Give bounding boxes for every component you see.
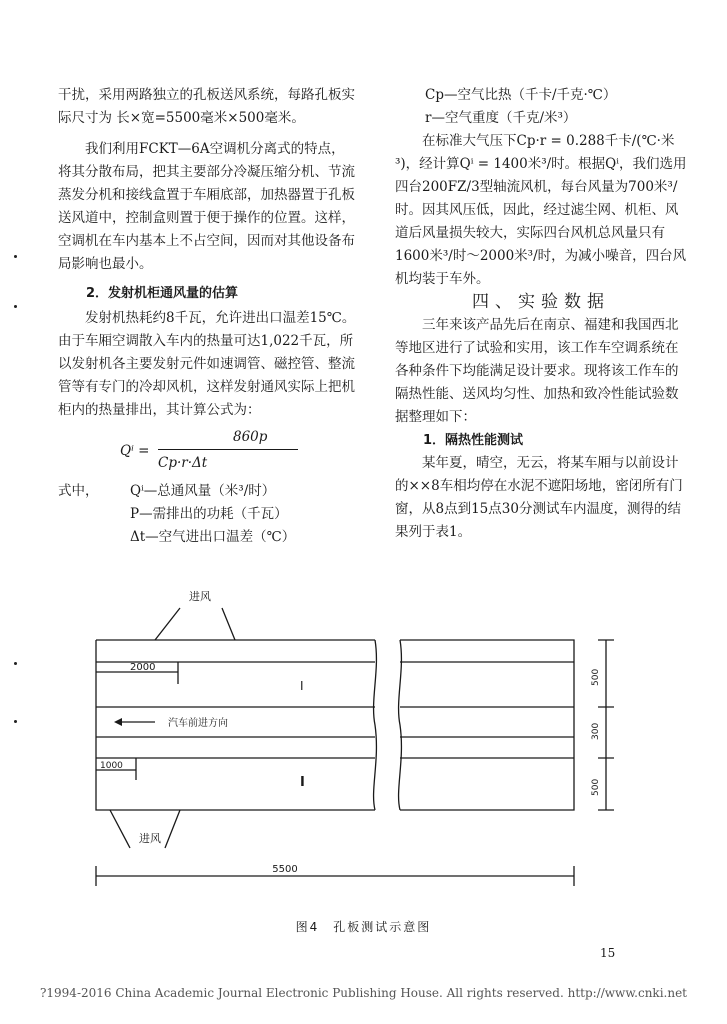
zone-2-label: I (300, 775, 305, 790)
paragraph-fan-selection: 在标准大气压下Cp·r = 0.288千卡/(℃·米³)，经计算Qⁱ = 1400米³/时。根据Qⁱ，我们选用四台200FZ/3型轴流风机，每台风量为700米³/时。因其风压低，因此，经过滤尘网、机柜、风道后风量损失较大，实际四台风机总风量只有1600米³/时～2000米³/时，为减小噪音，四台风机均装于车外。 (395, 133, 687, 287)
paragraph-insulation-test: 某年夏，晴空，无云，将某车厢与以前设计的××8车相均停在水泥不遮阳场地，密闭所有门窗，从8点到15点30分测试车内温度，测得的结果列于表1。 (395, 455, 683, 540)
definition-cp: Cp—空气比热（千卡/千克·℃） (425, 87, 617, 103)
section-title-experimental-data: 四、实验数据 (472, 292, 610, 312)
dimension-300: 300 (591, 722, 601, 740)
definition-delta-t: Δt—空气进出口温差（℃） (130, 529, 296, 545)
scan-speck (14, 720, 17, 723)
right-panel-outline (400, 640, 574, 810)
definition-p: P—需排出的功耗（千瓦） (130, 506, 288, 522)
heading-insulation-test: 1．隔热性能测试 (423, 433, 524, 448)
break-mark-right (399, 640, 402, 810)
definition-r: r—空气重度（千克/米³） (425, 110, 577, 126)
paragraph-test-overview: 三年来该产品先后在南京、福建和我国西北等地区进行了试验和实用，该工作车空调系统在各种条件下均能满足设计要求。现将该工作车的隔热性能、送风均匀性、加热和致冷性能试验数据整理如下： (395, 317, 679, 425)
zone-1-label: I (300, 679, 304, 693)
where-label: 式中， (58, 483, 99, 499)
direction-label: 汽车前进方向 (168, 718, 228, 729)
inlet-label: 进风 (189, 590, 211, 603)
inlet-duct (155, 608, 235, 640)
scan-speck (14, 662, 17, 665)
page-number: 15 (600, 946, 616, 960)
dimension-500-top: 500 (591, 668, 601, 686)
dimension-5500-line (96, 866, 574, 886)
formula-numerator: 860p (233, 429, 268, 445)
definition-q: Qⁱ—总通风量（米³/时） (130, 483, 276, 499)
dimension-5500: 5500 (272, 864, 298, 875)
figure-caption: 图4 孔板测试示意图 (295, 920, 432, 934)
direction-arrowhead (114, 718, 122, 726)
dimension-1000: 1000 (100, 761, 123, 771)
formula-denominator: Cp·r·Δt (158, 455, 208, 471)
paragraph-fckt-layout: 我们利用FCKT—6A空调机分离式的特点，将其分散布局，把其主要部分冷凝压缩分机、节流蒸发分机和接线盒置于车厢底部，加热器置于孔板送风道中，控制盒则置于便于操作的位置。这样，空调机在车内基本上不占空间，因而对其他设备布局影响也最小。 (58, 141, 355, 272)
formula-lhs: Qⁱ = (120, 443, 150, 459)
paragraph-transmitter-heat: 发射机热耗约8千瓦，允许进出口温差15℃。由于车厢空调散入车内的热量可达1,022千瓦，所以发射机各主要发射元件如速调管、磁控管、整流管等有专门的冷却风机，这样发射通风实际上把机柜内的热量排出，其计算公式为： (58, 310, 356, 418)
break-mark-left (374, 640, 377, 810)
copyright-footer: ?1994-2016 China Academic Journal Electronic Publishing House. All rights reserved. http://www.cnki.net (39, 986, 688, 1000)
dimension-2000: 2000 (130, 662, 156, 673)
dimension-500-bottom: 500 (591, 778, 601, 796)
scan-speck (14, 255, 17, 258)
outlet-label: 进风 (139, 832, 161, 845)
heading-transmitter-airflow: 2．发射机柜通风量的估算 (86, 286, 239, 301)
scan-speck (14, 305, 17, 308)
paragraph-orifice-plate: 干扰，采用两路独立的孔板送风系统，每路孔板实际尺寸为 长×宽=5500毫米×500毫米。 (58, 87, 355, 126)
